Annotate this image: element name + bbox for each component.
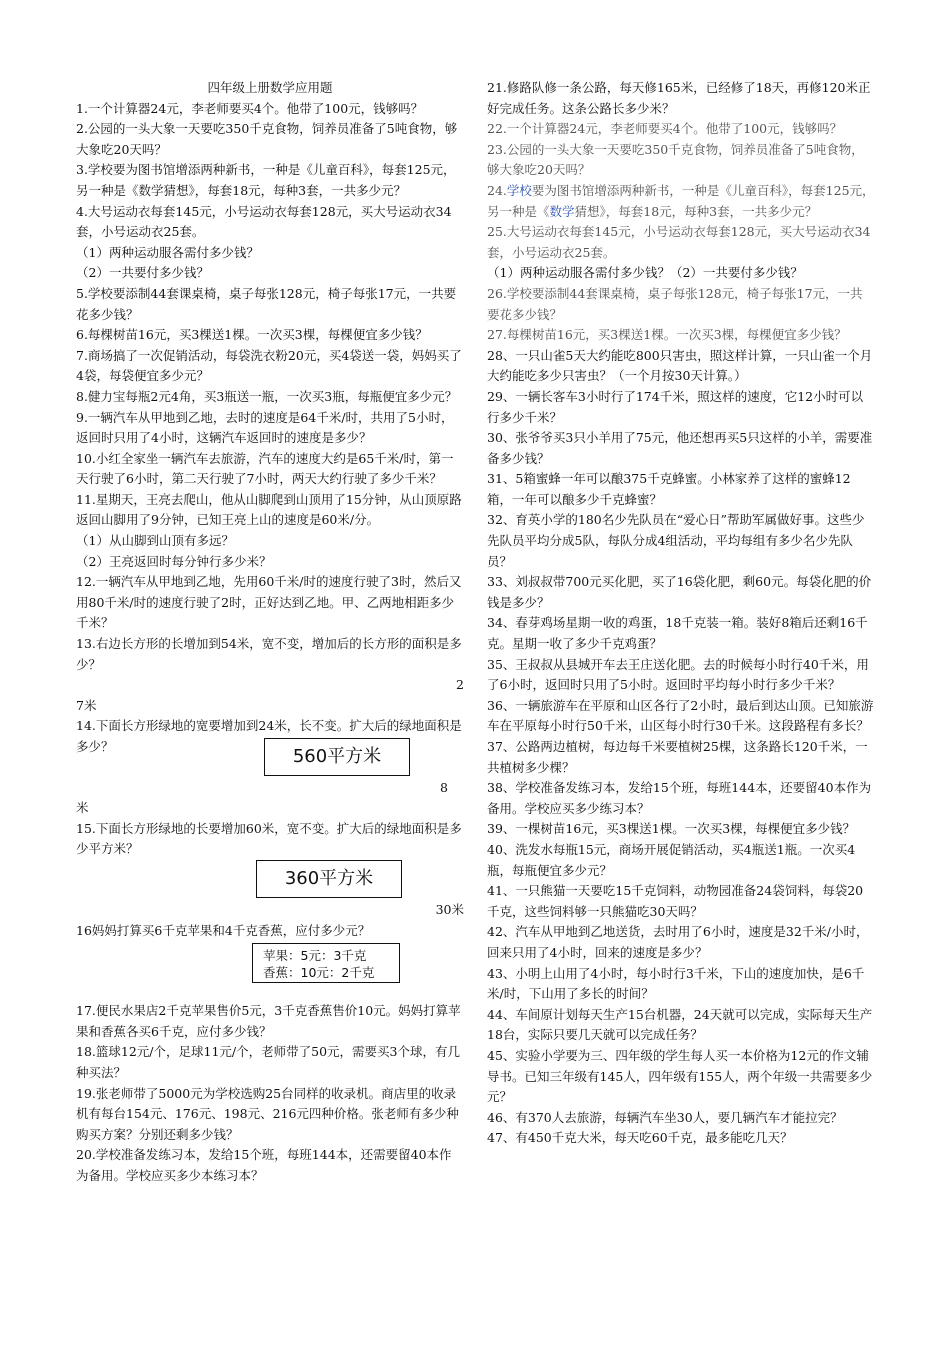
question-21: 21.修路队修一条公路，每天修165米，已经修了18天，再修120米正好完成任务。这条公路长多少米？ xyxy=(487,80,871,116)
question-42: 42、汽车从甲地到乙地送货，去时用了6小时，速度是32千米/小时，回来只用了4小时，回来的速度是多少？ xyxy=(487,924,869,960)
question-26: 26.学校要添制44套课桌椅，桌子每张128元，椅子每张17元，一共要花多少钱？ xyxy=(487,285,863,322)
page-title: 四年级上册数学应用题 xyxy=(207,80,333,95)
question-35: 35、王叔叔从县城开车去王庄送化肥。去的时候每小时行40千米，用了6小时，返回时只用了5小时。返回时平均每小时行多少千米？ xyxy=(487,656,869,693)
question-5: 5.学校要添制44套课桌椅，桌子每张128元，椅子每张17元，一共要花多少钱？ xyxy=(76,285,457,322)
question-4-part-2: （2）一共要付多少钱？ xyxy=(76,265,209,281)
question-25-parts: （1）两种运动服各需付多少钱？（2）一共要付多少钱？ xyxy=(487,265,803,281)
figure-13-unit: 7米 xyxy=(76,697,97,713)
figure-13-dimension: 2 xyxy=(456,677,464,693)
question-1: 1.一个计算器24元，李老师要买4个。他带了100元，钱够吗？ xyxy=(76,100,424,116)
link-school[interactable]: 学校 xyxy=(506,182,532,198)
question-44: 44、车间原计划每天生产15台机器，24天就可以完成，实际每天生产18台，实际只要几天就可以完成任务？ xyxy=(487,1006,873,1043)
figure-14-dimension: 8 xyxy=(440,779,448,795)
question-6: 6.每棵树苗16元，买3棵送1棵。一次买3棵，每棵便宜多少钱？ xyxy=(76,327,428,343)
price-box xyxy=(252,943,400,983)
question-37: 37、公路两边植树，每边每千米要植树25棵，这条路长120千米，一共植树多少棵？ xyxy=(487,739,868,775)
question-9: 9.一辆汽车从甲地到乙地，去时的速度是64千米/时，共用了5小时，返回时只用了4小时，这辆汽车返回时的速度是多少？ xyxy=(76,409,454,446)
rectangle-area-360: 360平方米 xyxy=(256,860,402,898)
question-16: 16妈妈打算买6千克苹果和4千克香蕉，应付多少元？ xyxy=(76,922,371,938)
question-40: 40、洗发水每瓶15元，商场开展促销活动，买4瓶送1瓶。一次买4瓶，每瓶便宜多少元？ xyxy=(487,841,856,878)
link-math[interactable]: 数学 xyxy=(549,203,575,219)
question-13: 13.右边长方形的长增加到54米，宽不变，增加后的长方形的面积是多少？ xyxy=(76,636,462,672)
price-apple: 苹果：5元：3千克 xyxy=(263,948,367,964)
question-25: 25.大号运动衣每套145元，小号运动衣每套128元，买大号运动衣34套，小号运动衣25套。 xyxy=(487,224,871,260)
question-4: 4.大号运动衣每套145元，小号运动衣每套128元，买大号运动衣34套，小号运动衣25套。 xyxy=(76,203,452,240)
question-8: 8.健力宝每瓶2元4角，买3瓶送一瓶，一次买3瓶，每瓶便宜多少元？ xyxy=(76,388,458,404)
question-3: 3.学校要为图书馆增添两种新书，一种是《儿童百科》，每套125元，另一种是《数学猜想》，每套18元，每种3套，一共多少元？ xyxy=(76,162,456,198)
question-38: 38、学校准备发练习本，发给15个班，每班144本，还要留40本作为备用。学校应买多少练习本？ xyxy=(487,780,872,816)
question-12: 12.一辆汽车从甲地到乙地，先用60千米/时的速度行驶了3时，然后又用80千米/时的速度行驶了2时，正好达到乙地。甲、乙两地相距多少千米？ xyxy=(76,574,462,631)
question-11: 11.星期天，王亮去爬山，他从山脚爬到山顶用了15分钟，从山顶原路返回山脚用了9分钟，已知王亮上山的速度是60米/分。 xyxy=(76,491,462,528)
rectangle-area-560: 560平方米 xyxy=(264,738,410,776)
question-33: 33、刘叔叔带700元买化肥，买了16袋化肥，剩60元。每袋化肥的价钱是多少？ xyxy=(487,574,872,610)
question-32: 32、育英小学的180名少先队员在“爱心日”帮助军属做好事。这些少先队员平均分成5队，每队分成4组活动，平均每组有多少名少先队员？ xyxy=(487,512,865,569)
question-31: 31、5箱蜜蜂一年可以酿375千克蜂蜜。小林家养了这样的蜜蜂12箱，一年可以酿多少千克蜂蜜？ xyxy=(487,471,851,507)
left-column xyxy=(76,78,464,1187)
question-29: 29、一辆长客车3小时行了174千米，照这样的速度，它12小时可以行多少千米？ xyxy=(487,388,864,425)
question-11-part-2: （2）王亮返回时每分钟行多少米？ xyxy=(76,553,272,569)
price-banana: 香蕉：10元：2千克 xyxy=(263,965,375,981)
question-41: 41、一只熊猫一天要吃15千克饲料，动物园准备24袋饲料，每袋20千克，这些饲料够一只熊猫吃30天吗？ xyxy=(487,883,864,919)
question-17: 17.便民水果店2千克苹果售价5元，3千克香蕉售价10元。妈妈打算苹果和香蕉各买6千克，应付多少钱？ xyxy=(76,1003,461,1039)
question-2: 2.公园的一头大象一天要吃350千克食物，饲养员准备了5吨食物，够大象吃20天吗？ xyxy=(76,121,458,157)
figure-14-unit: 米 xyxy=(76,800,89,816)
question-47: 47、有450千克大米，每天吃60千克，最多能吃几天？ xyxy=(487,1130,793,1146)
question-23: 23.公园的一头大象一天要吃350千克食物，饲养员准备了5吨食物，够大象吃20天吗？ xyxy=(487,141,864,178)
question-15: 15.下面长方形绿地的长要增加60米，宽不变。扩大后的绿地面积是多少平方米？ xyxy=(76,820,462,857)
question-28: 28、一只山雀5天大约能吃800只害虫，照这样计算，一只山雀一个月大约能吃多少只害虫？（一个月按30天计算。） xyxy=(487,347,873,384)
question-24-number: 24. xyxy=(487,182,507,198)
right-column xyxy=(487,78,875,1149)
question-30: 30、张爷爷买3只小羊用了75元，他还想再买5只这样的小羊，需要准备多少钱？ xyxy=(487,430,873,466)
question-39: 39、一棵树苗16元，买3棵送1棵。一次买3棵，每棵便宜多少钱？ xyxy=(487,821,856,837)
question-46: 46、有370人去旅游，每辆汽车坐30人，要几辆汽车才能拉完？ xyxy=(487,1109,843,1125)
question-24-text-end: 猜想》，每套18元，每种3套，一共多少元？ xyxy=(574,203,818,219)
question-14: 14.下面长方形绿地的宽要增加到24米，长不变。扩大后的绿地面积是多少？ xyxy=(76,718,462,754)
question-45: 45、实验小学要为三、四年级的学生每人买一本价格为12元的作文辅导书。已知三年级有145人，四年级有155人，两个年级一共需要多少元？ xyxy=(487,1047,873,1105)
question-19: 19.张老师带了5000元为学校选购25台同样的收录机。商店里的收录机有每台154元、176元、198元、216元四种价格。张老师有多少种购买方案？分别还剩多少钱？ xyxy=(76,1085,459,1142)
question-24 xyxy=(487,181,875,222)
question-22: 22.一个计算器24元，李老师要买4个。他带了100元，钱够吗？ xyxy=(487,121,843,137)
question-11-part-1: （1）从山脚到山顶有多远？ xyxy=(76,533,234,549)
question-43: 43、小明上山用了4小时，每小时行3千米，下山的速度加快，是6千米/时，下山用了多长的时间？ xyxy=(487,965,865,1002)
question-18: 18.篮球12元/个，足球11元/个，老师带了50元，需要买3个球，有几种买法？ xyxy=(76,1044,460,1080)
question-27: 27.每棵树苗16元，买3棵送1棵。一次买3棵，每棵便宜多少钱？ xyxy=(487,327,847,343)
question-20: 20.学校准备发练习本，发给15个班，每班144本，还需要留40本作为备用。学校应买多少本练习本？ xyxy=(76,1147,452,1183)
question-34: 34、春芽鸡场星期一收的鸡蛋，18千克装一箱。装好8箱后还剩16千克。星期一收了多少千克鸡蛋？ xyxy=(487,615,868,652)
question-10: 10.小红全家坐一辆汽车去旅游，汽车的速度大约是65千米/时，第一天行驶了6小时，第二天行驶了7小时，两天大约行驶了多少千米？ xyxy=(76,450,454,487)
question-7: 7.商场搞了一次促销活动，每袋洗衣粉20元，买4袋送一袋，妈妈买了4袋，每袋便宜多少元？ xyxy=(76,347,462,384)
question-4-part-1: （1）两种运动服各需付多少钱？ xyxy=(76,244,259,260)
question-36: 36、一辆旅游车在平原和山区各行了2小时，最后到达山顶。已知旅游车在平原每小时行50千米，山区每小时行30千米。这段路程有多长？ xyxy=(487,697,874,734)
figure-15-unit: 30米 xyxy=(435,901,464,917)
question-24-text: 要为图书馆增添两种新书，一种是《儿童百科》，每套125元，另一种是《 xyxy=(487,182,875,219)
